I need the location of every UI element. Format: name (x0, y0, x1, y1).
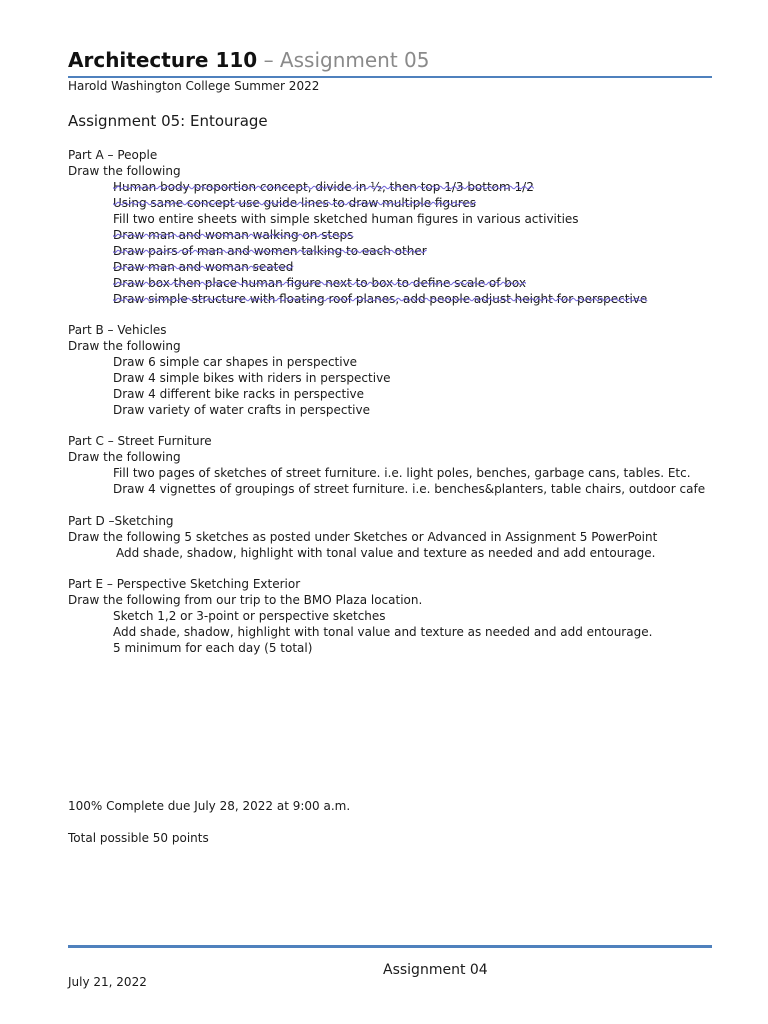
footer-date: July 21, 2022 (68, 975, 147, 989)
part-a-title: Part A – People (68, 148, 158, 162)
part-b-item: Draw variety of water crafts in perspective (113, 403, 370, 417)
part-a-item: Fill two entire sheets with simple sketched human figures in various activities (113, 212, 579, 226)
total-points: Total possible 50 points (68, 831, 209, 845)
part-d-item: Add shade, shadow, highlight with tonal value and texture as needed and add entourage. (116, 546, 656, 560)
part-c-title: Part C – Street Furniture (68, 434, 212, 448)
assignment-heading: Assignment 05: Entourage (68, 112, 268, 130)
part-a-item: Human body proportion concept, divide in ½, then top 1/3 bottom 1/2 (113, 180, 534, 194)
part-a-item: Draw pairs of man and women talking to each other (113, 244, 427, 258)
footer-rule (68, 945, 712, 948)
part-a-item: Using same concept use guide lines to draw multiple figures (113, 196, 477, 210)
header-rule (68, 76, 712, 78)
part-b-intro: Draw the following (68, 339, 181, 353)
part-a-intro: Draw the following (68, 164, 181, 178)
part-e-item: 5 minimum for each day (5 total) (113, 641, 313, 655)
part-b-title: Part B – Vehicles (68, 323, 167, 337)
part-d-title: Part D –Sketching (68, 514, 174, 528)
document-title (68, 46, 430, 74)
course-name: Architecture 110 (68, 48, 258, 72)
footer-assignment: Assignment 04 (383, 962, 488, 978)
part-a-item: Draw simple structure with floating roof planes, add people adjust height for perspective (113, 292, 648, 306)
part-b-item: Draw 4 simple bikes with riders in perspective (113, 371, 391, 385)
part-e-intro: Draw the following from our trip to the BMO Plaza location. (68, 593, 423, 607)
due-date: 100% Complete due July 28, 2022 at 9:00 a.m. (68, 799, 351, 813)
part-d-intro: Draw the following 5 sketches as posted under Sketches or Advanced in Assignment 5 PowerPoint (68, 530, 658, 544)
part-e-title: Part E – Perspective Sketching Exterior (68, 577, 301, 591)
college-subtitle: Harold Washington College Summer 2022 (68, 79, 320, 93)
part-a-item: Draw box then place human figure next to box to define scale of box (113, 276, 526, 290)
part-b-item: Draw 4 different bike racks in perspective (113, 387, 365, 401)
part-c-item: Draw 4 vignettes of groupings of street furniture. i.e. benches&planters, table chairs, outdoor cafe (113, 482, 706, 496)
part-e-item: Add shade, shadow, highlight with tonal value and texture as needed and add entourage. (113, 625, 653, 639)
part-b-item: Draw 6 simple car shapes in perspective (113, 355, 358, 369)
assignment-label: – Assignment 05 (257, 48, 430, 72)
part-a-item: Draw man and woman seated (113, 260, 294, 274)
part-c-item: Fill two pages of sketches of street furniture. i.e. light poles, benches, garbage cans, tables. Etc. (113, 466, 691, 480)
part-e-item: Sketch 1,2 or 3-point or perspective sketches (113, 609, 386, 623)
part-a-item: Draw man and woman walking on steps (113, 228, 354, 242)
part-c-intro: Draw the following (68, 450, 181, 464)
